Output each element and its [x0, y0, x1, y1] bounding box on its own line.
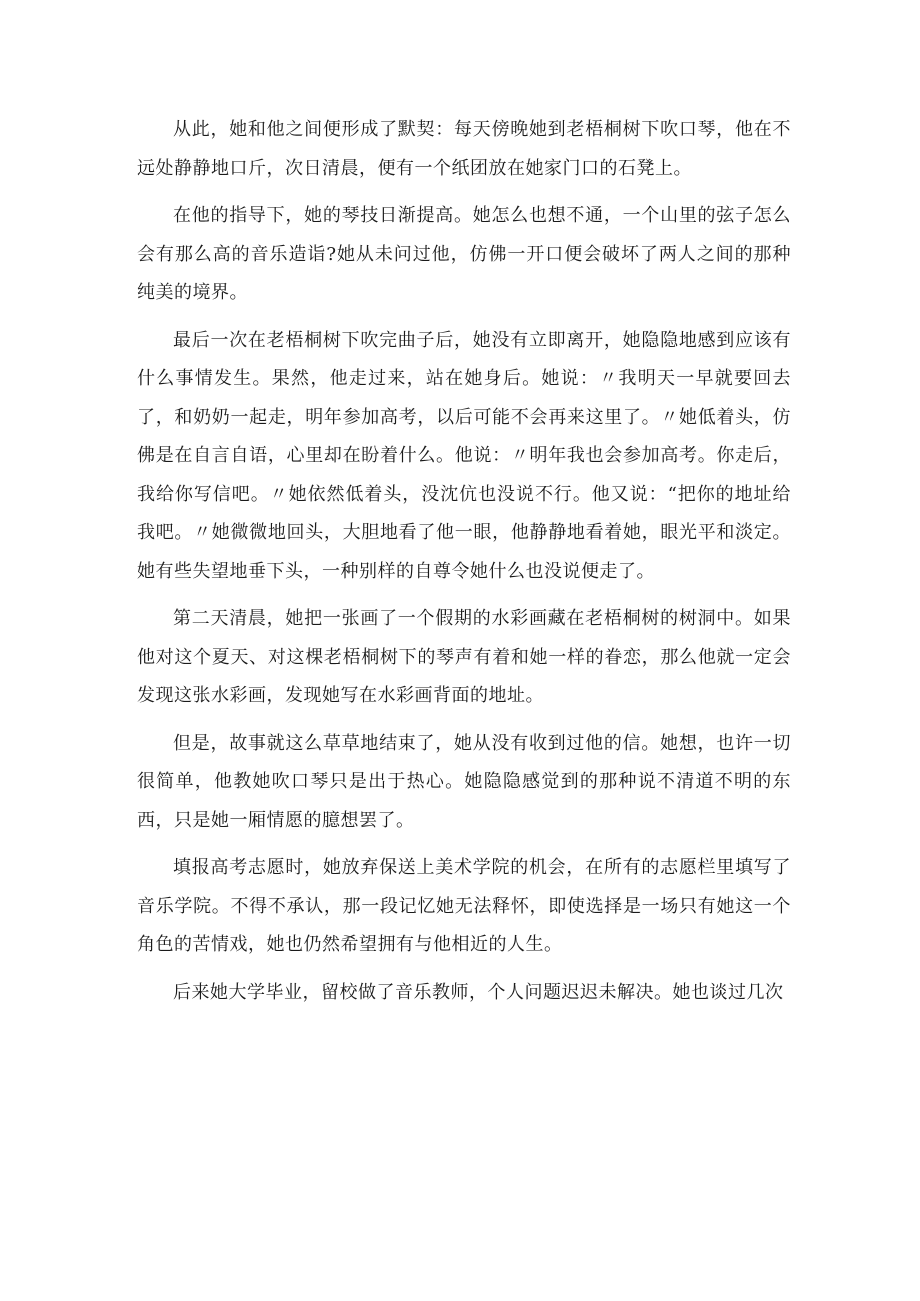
- paragraph-6: 填报高考志愿时，她放弃保送上美术学院的机会，在所有的志愿栏里填写了音乐学院。不得不承认，那一段记忆她无法释怀，即使选择是一场只有她这一个角色的苦情戏，她也仍然希望拥有与他相近的人生。: [137, 857, 791, 955]
- paragraph-3: 最后一次在老梧桐树下吹完曲子后，她没有立即离开，她隐隐地感到应该有什么事情发生。果然，他走过来，站在她身后。她说：〃我明天一早就要回去了，和奶奶一起走，明年参加高考，以后可能不会再来这里了。〃她低着头，仿佛是在自言自语，心里却在盼着什么。他说：〃明年我也会参加高考。你走后，我给你写信吧。〃她依然低着头，没沈伉也没说不行。他又说：“把你的地址给我吧。〃她微微地回头，大胆地看了他一眼，他静静地看着她，眼光平和淡定。她有些失望地垂下头，一种别样的自尊令她什么也没说便走了。: [137, 329, 791, 582]
- paragraph-5: 但是，故事就这么草草地结束了，她从没有收到过他的信。她想，也许一切很简单，他教她吹口琴只是出于热心。她隐隐感觉到的那种说不清道不明的东西，只是她一厢情愿的臆想罢了。: [137, 732, 791, 831]
- document-body: [137, 111, 791, 1021]
- paragraph-1: 从此，她和他之间便形成了默契：每天傍晚她到老梧桐树下吹口琴，他在不远处静静地口斤，次日清晨，便有一个纸团放在她家门口的石凳上。: [137, 119, 791, 179]
- paragraph-4: 第二天清晨，她把一张画了一个假期的水彩画藏在老梧桐树的树洞中。如果他对这个夏天、对这棵老梧桐树下的琴声有着和她一样的眷恋，那么他就一定会发现这张水彩画，发现她写在水彩画背面的地址。: [137, 608, 791, 706]
- paragraph-2: 在他的指导下，她的琴技日渐提高。她怎么也想不通，一个山里的弦子怎么会有那么高的音乐造诣?她从未问过他，仿佛一开口便会破坏了两人之间的那种纯美的境界。: [137, 205, 791, 303]
- paragraph-7: 后来她大学毕业，留校做了音乐教师，个人问题迟迟未解决。她也谈过几次: [173, 981, 784, 1003]
